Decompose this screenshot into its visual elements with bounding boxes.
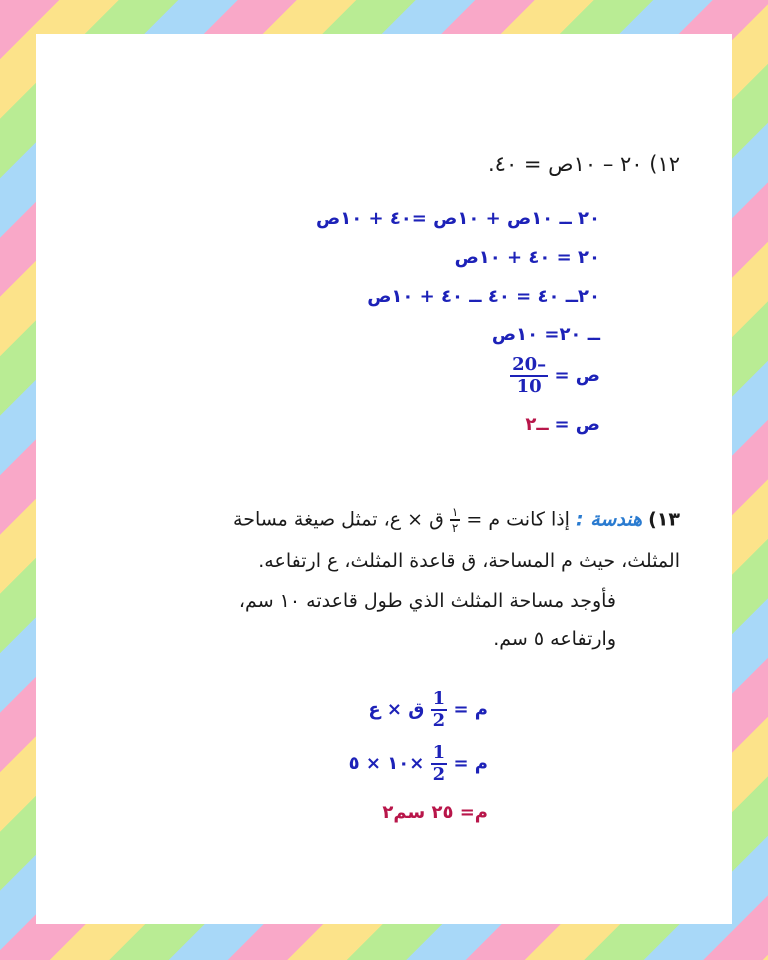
fraction-numerator: 20– <box>512 354 547 375</box>
problem-12-fraction-step <box>510 356 600 396</box>
solution-13-line-1 <box>368 690 488 730</box>
fraction-denominator: 10 <box>516 376 542 397</box>
problem-13-line-2: المثلث، حيث م المساحة، ق قاعدة المثلث، ع ارتفاعه. <box>258 550 680 572</box>
sol2-lhs: م = <box>453 753 488 774</box>
solution-13-line-2 <box>349 744 488 784</box>
sol1-denominator: 2 <box>432 710 446 731</box>
problem-12-answer <box>525 414 600 435</box>
problem-12-step-1: ٢٠ ــ ١٠ص + ١٠ص =٤٠ + ١٠ص <box>315 208 600 229</box>
sol1-rhs: ق × ع <box>368 699 425 720</box>
problem-12-step-4: ــ ٢٠= ١٠ص <box>491 324 600 345</box>
answer-value: ــ٢ <box>525 414 549 435</box>
problem-13-line-1 <box>233 506 680 534</box>
problem-12-step-2: ٢٠ = ٤٠ + ١٠ص <box>454 247 600 268</box>
answer-lhs: ص = <box>554 414 600 435</box>
problem-13-number: ١٣) <box>648 508 680 531</box>
problem-12-statement: ١٢) ٢٠ – ١٠ص = ٤٠. <box>487 152 680 176</box>
fraction-step-lhs: ص = <box>554 365 600 386</box>
problem-13-half-fraction <box>450 506 460 534</box>
sol2-fraction <box>431 744 448 784</box>
half-denominator: ٢ <box>451 521 459 535</box>
worksheet-page <box>36 34 732 924</box>
sol2-numerator: 1 <box>432 742 446 763</box>
problem-13-line-4: وارتفاعه ٥ سم. <box>493 628 616 650</box>
sol2-rhs: ×١٠ × ٥ <box>348 753 425 774</box>
sol2-denominator: 2 <box>432 764 446 785</box>
fraction <box>510 356 548 396</box>
problem-13-line-3: فأوجد مساحة المثلث الذي طول قاعدته ١٠ سم، <box>238 590 616 612</box>
sol1-lhs: م = <box>453 699 488 720</box>
problem-13-text-a: إذا كانت م = <box>466 508 570 531</box>
problem-13-label: هندسة : <box>576 508 643 531</box>
half-numerator: ١ <box>451 505 459 519</box>
sol1-numerator: 1 <box>432 688 446 709</box>
problem-12-step-3: ٢٠ــ ٤٠ = ٤٠ ــ ٤٠ + ١٠ص <box>367 286 600 307</box>
problem-13-text-b: ق × ع، تمثل صيغة مساحة <box>233 508 444 531</box>
solution-13-answer: م= ٢٥ سم٢ <box>382 802 488 823</box>
sol1-fraction <box>431 690 448 730</box>
